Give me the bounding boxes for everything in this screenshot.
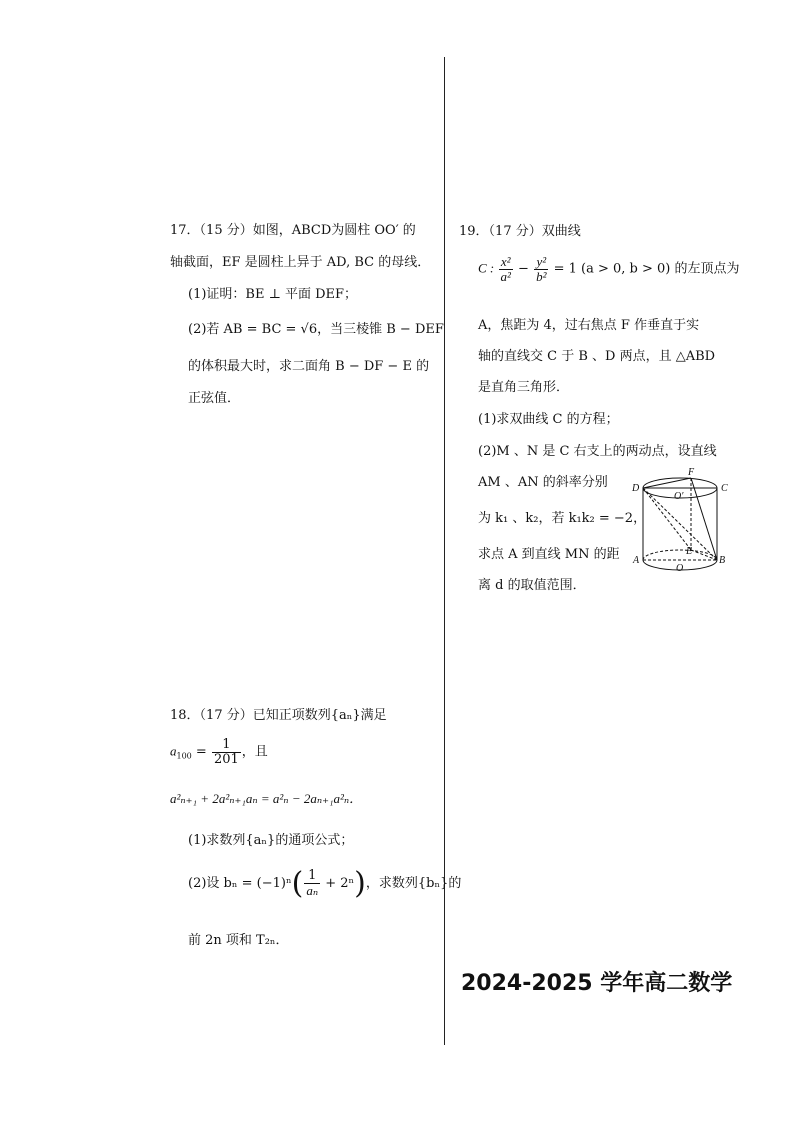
- q19-x2: x²: [499, 255, 513, 270]
- q19-eq-suffix: = 1 (a > 0, b > 0) 的左顶点为: [549, 261, 740, 277]
- label-c: C: [721, 483, 728, 494]
- label-o: O: [676, 563, 684, 574]
- q18-eq: =: [191, 744, 211, 760]
- q19-line-4: 轴的直线交 C 于 B 、D 两点，且 △ABD: [478, 349, 716, 364]
- q18-initial-term: [170, 738, 268, 766]
- q18-b-frac-den: aₙ: [306, 883, 319, 898]
- q18-a-sub: 100: [176, 751, 192, 761]
- q19-part-2-line-5: 离 d 的取值范围．: [478, 578, 586, 593]
- label-f: F: [688, 467, 695, 478]
- q17-part-2-end: 正弦值．: [188, 391, 241, 406]
- left-paren-glyph: (: [291, 866, 304, 901]
- q19-minus: −: [513, 261, 534, 277]
- q19-frac-y: [534, 255, 548, 283]
- q19-frac-x: [499, 255, 513, 283]
- q18-a: a: [170, 743, 177, 759]
- q19-line-1: 19．（17 分）双曲线: [459, 224, 581, 239]
- q19-y2: y²: [534, 255, 548, 270]
- q18-b-suffix: ，求数列{bₙ}的: [365, 876, 462, 891]
- label-d: D: [632, 483, 640, 494]
- cylinder-figure: [628, 462, 736, 582]
- exam-title: 2024-2025 学年高二数学: [461, 971, 733, 996]
- q18-recurrence: a²ₙ₊₁ + 2a²ₙ₊₁aₙ = a²ₙ − 2aₙ₊₁a²ₙ．: [170, 791, 363, 806]
- label-o-prime: O′: [674, 491, 684, 502]
- q18-part-1: (1)求数列{aₙ}的通项公式；: [188, 833, 354, 848]
- q17-line-2: 轴截面，EF 是圆柱上异于 AD, BC 的母线．: [170, 255, 431, 270]
- q17-part-2-cont: 的体积最大时，求二面角 B − DF − E 的: [188, 359, 430, 374]
- q18-b-def: (2)设 bₙ = (−1)ⁿ: [188, 876, 292, 891]
- q19-equation: [478, 255, 740, 283]
- q18-part-2-end: 前 2n 项和 T₂ₙ．: [188, 933, 289, 948]
- q17-part-1: (1)证明：BE ⊥ 平面 DEF；: [188, 287, 358, 302]
- q19-line-3: A，焦距为 4，过右焦点 F 作垂直于实: [478, 318, 700, 333]
- label-e: E: [686, 546, 693, 557]
- q19-b2: b²: [536, 268, 547, 284]
- q19-c: C :: [478, 260, 498, 276]
- q17-line-1: 17．（15 分）如图，ABCD为圆柱 OO′ 的: [170, 223, 416, 238]
- q18-fraction: [212, 738, 241, 766]
- label-a: A: [633, 555, 640, 566]
- q18-frac-num: 1: [212, 738, 241, 753]
- q18-b-frac-num: 1: [304, 869, 320, 884]
- q18-line-1: 18．（17 分）已知正项数列{aₙ}满足: [170, 708, 387, 723]
- q19-line-5: 是直角三角形．: [478, 380, 570, 395]
- q18-b-fraction: [304, 869, 320, 897]
- q18-and: ，且: [241, 744, 268, 760]
- q19-part-2-line-2: AM 、AN 的斜率分别: [478, 475, 608, 490]
- q19-part-2: (2)M 、N 是 C 右支上的两动点，设直线: [478, 444, 717, 459]
- q18-part-2: [188, 866, 461, 901]
- q18-b-plus: + 2ⁿ: [321, 876, 355, 891]
- q19-part-2-line-3: 为 k₁ 、k₂，若 k₁k₂ = −2，: [478, 511, 647, 526]
- q17-part-2: (2)若 AB = BC = √6，当三棱锥 B − DEF: [188, 322, 444, 337]
- q18-frac-den: 201: [213, 751, 239, 767]
- label-b: B: [719, 555, 726, 566]
- q19-a2: a²: [500, 268, 511, 284]
- right-paren-glyph: ): [354, 866, 366, 901]
- q19-part-2-line-4: 求点 A 到直线 MN 的距: [478, 547, 620, 562]
- q19-part-1: (1)求双曲线 C 的方程；: [478, 412, 619, 427]
